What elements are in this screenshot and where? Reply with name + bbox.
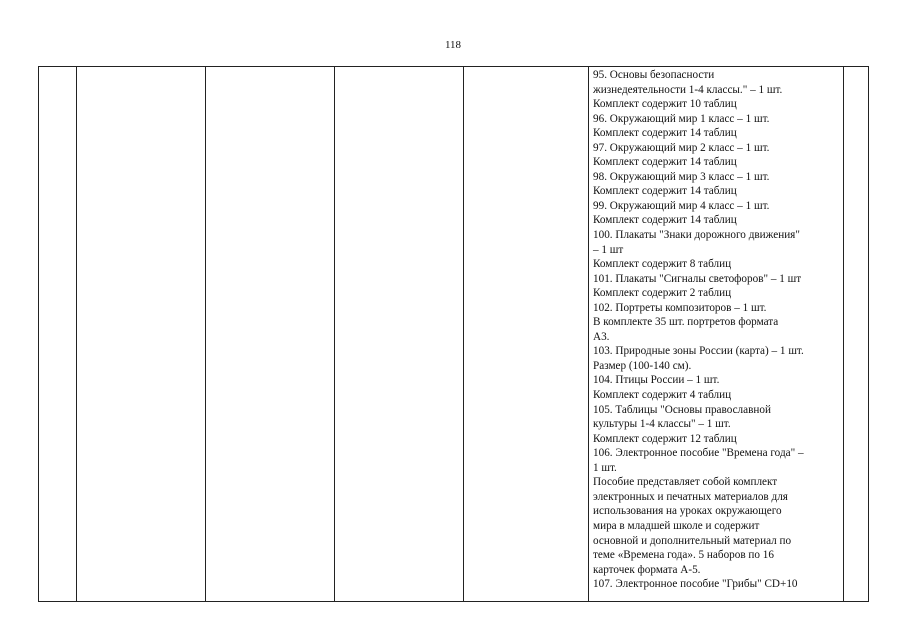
description-line: Комплект содержит 12 таблиц bbox=[593, 432, 737, 445]
table-cell-number bbox=[39, 67, 77, 602]
description-line: Комплект содержит 14 таблиц bbox=[593, 214, 737, 227]
description-line: жизнедеятельности 1-4 классы." – 1 шт. bbox=[593, 83, 783, 96]
description-line: 105. Таблицы "Основы православной bbox=[593, 403, 771, 416]
description-line: теме «Времена года». 5 наборов по 16 bbox=[593, 549, 774, 562]
table-row bbox=[39, 67, 869, 602]
table-cell-empty-last bbox=[844, 67, 869, 602]
description-line: карточек формата А-5. bbox=[593, 563, 701, 576]
description-line: Комплект содержит 10 таблиц bbox=[593, 98, 737, 111]
description-line: культуры 1-4 классы" – 1 шт. bbox=[593, 418, 731, 431]
description-line: Комплект содержит 2 таблиц bbox=[593, 287, 732, 300]
description-line: основной и дополнительный материал по bbox=[593, 534, 792, 547]
description-line: 99. Окружающий мир 4 класс – 1 шт. bbox=[593, 199, 770, 212]
description-line: Комплект содержит 14 таблиц bbox=[593, 185, 737, 198]
description-line: 95. Основы безопасности bbox=[593, 69, 715, 81]
description-line: 103. Природные зоны России (карта) – 1 шт. bbox=[593, 345, 804, 358]
description-line: 102. Портреты композиторов – 1 шт. bbox=[593, 301, 767, 314]
description-line: Комплект содержит 14 таблиц bbox=[593, 127, 737, 140]
description-line: мира в младшей школе и содержит bbox=[593, 519, 760, 532]
page-number: 118 bbox=[444, 39, 462, 51]
description-line: 107. Электронное пособие "Грибы" CD+10 bbox=[593, 578, 798, 591]
description-line: электронных и печатных материалов для bbox=[593, 490, 788, 503]
description-line: 1 шт. bbox=[593, 461, 617, 474]
description-line: 100. Плакаты "Знаки дорожного движения" bbox=[593, 229, 800, 242]
description-line: 97. Окружающий мир 2 класс – 1 шт. bbox=[593, 141, 770, 154]
description-line: 98. Окружающий мир 3 класс – 1 шт. bbox=[593, 170, 770, 183]
description-line: А3. bbox=[593, 330, 610, 343]
description-line: Комплект содержит 14 таблиц bbox=[593, 156, 737, 169]
document-table bbox=[38, 66, 869, 602]
description-line: Комплект содержит 4 таблиц bbox=[593, 389, 732, 402]
table-cell-empty-2 bbox=[206, 67, 335, 602]
table-cell-description bbox=[589, 67, 844, 602]
description-line: 104. Птицы России – 1 шт. bbox=[593, 374, 720, 387]
description-line: В комплекте 35 шт. портретов формата bbox=[593, 316, 779, 329]
table-cell-empty-3 bbox=[335, 67, 464, 602]
description-line: Размер (100-140 см). bbox=[593, 359, 692, 372]
table-cell-empty-4 bbox=[464, 67, 589, 602]
description-line: 101. Плакаты "Сигналы светофоров" – 1 шт bbox=[593, 272, 802, 285]
description-line: – 1 шт bbox=[593, 243, 624, 256]
description-line: 106. Электронное пособие "Времена года" – bbox=[593, 447, 804, 460]
description-line: Комплект содержит 8 таблиц bbox=[593, 258, 732, 271]
description-lines bbox=[593, 68, 839, 592]
description-line: Пособие представляет собой комплект bbox=[593, 476, 778, 489]
description-line: 96. Окружающий мир 1 класс – 1 шт. bbox=[593, 112, 770, 125]
table-cell-empty-1 bbox=[77, 67, 206, 602]
description-line: использования на уроках окружающего bbox=[593, 505, 782, 518]
